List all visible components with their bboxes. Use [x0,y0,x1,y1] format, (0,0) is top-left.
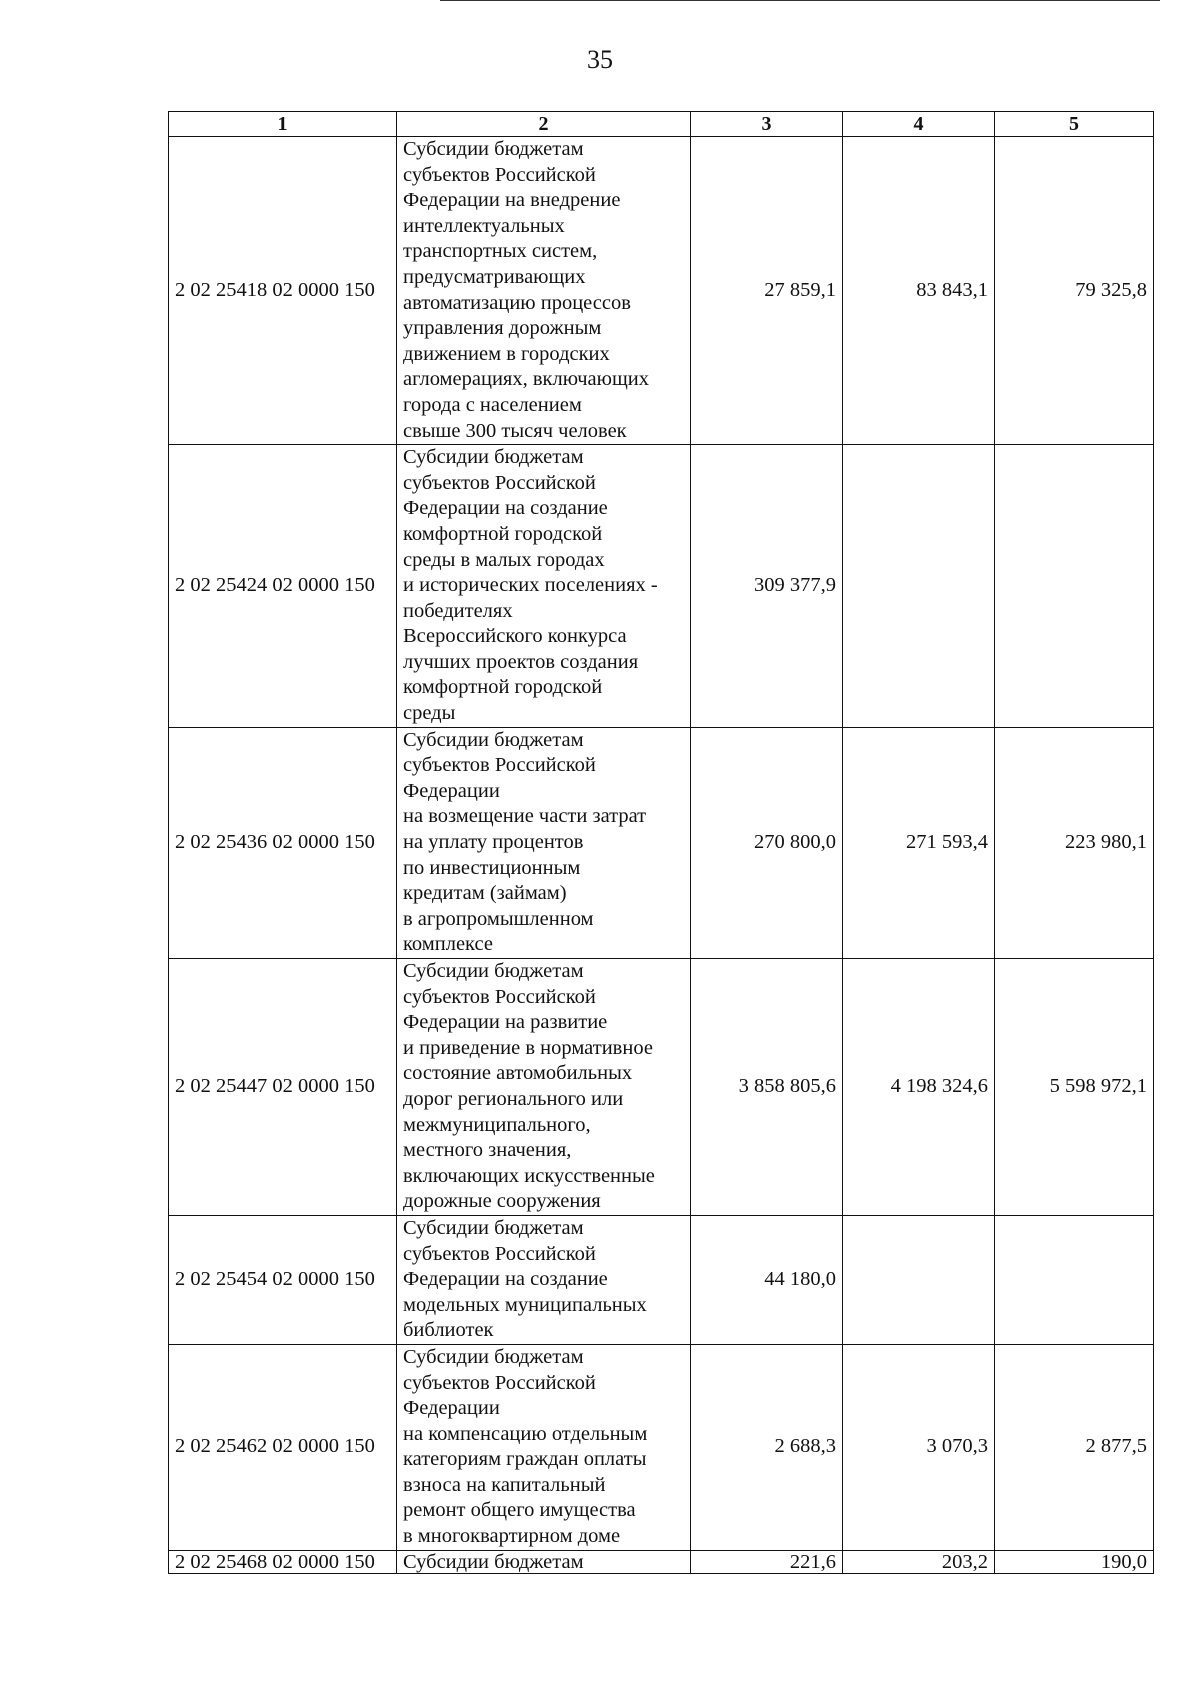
row-col4-value: 83 843,1 [843,137,995,445]
name-line: свыше 300 тысяч человек [403,419,627,442]
row-code: 2 02 25418 02 0000 150 [169,137,397,445]
row-col5-value: 5 598 972,1 [995,959,1154,1216]
name-line: предусматривающих [403,265,586,288]
name-line: Субсидии бюджетам [403,728,584,751]
row-col4-value [843,1215,995,1344]
row-col3-value: 44 180,0 [691,1215,843,1344]
row-col3-value: 221,6 [691,1550,843,1573]
table-row [169,1215,1154,1344]
table-row [169,727,1154,958]
name-line: транспортных систем, [403,240,598,263]
row-col3-value: 2 688,3 [691,1344,843,1550]
name-line: Федерации на создание [403,1268,608,1291]
name-line: агломерациях, включающих [403,368,649,391]
name-line: состояние автомобильных [403,1062,633,1085]
name-line: Всероссийского конкурса [403,625,627,648]
name-line: победителях [403,599,513,622]
row-col3-value: 309 377,9 [691,445,843,728]
row-col4-value [843,445,995,728]
row-col4-value: 4 198 324,6 [843,959,995,1216]
header-col-5: 5 [995,112,1154,137]
budget-table [168,111,1154,1574]
row-name [397,1215,691,1344]
row-name [397,959,691,1216]
row-col4-value: 271 593,4 [843,727,995,958]
row-col3-value: 3 858 805,6 [691,959,843,1216]
table-row [169,1550,1154,1573]
name-line: субъектов Российской [403,754,596,777]
row-name [397,1344,691,1550]
name-line: включающих искусственные [403,1164,655,1187]
row-code: 2 02 25447 02 0000 150 [169,959,397,1216]
header-col-4: 4 [843,112,995,137]
row-col5-value: 79 325,8 [995,137,1154,445]
name-line: ремонт общего имущества [403,1499,636,1522]
name-line: взноса на капитальный [403,1473,606,1496]
row-col5-value: 223 980,1 [995,727,1154,958]
name-line: Федерации на развитие [403,1011,608,1034]
name-line: категориям граждан оплаты [403,1448,647,1471]
name-line: Субсидии бюджетам [403,1216,584,1239]
name-line: города с населением [403,393,582,416]
name-line: Субсидии бюджетам [403,446,584,469]
name-line: Федерации [403,779,500,802]
table-row [169,959,1154,1216]
name-line: библиотек [403,1319,494,1342]
table-row [169,1344,1154,1550]
table-row [169,137,1154,445]
name-line: комплексе [403,933,493,956]
name-line: управления дорожным [403,317,602,340]
row-col4-value: 3 070,3 [843,1344,995,1550]
name-line: среды [403,702,456,725]
row-code: 2 02 25454 02 0000 150 [169,1215,397,1344]
name-line: Субсидии бюджетам [403,1345,584,1368]
name-line: субъектов Российской [403,985,596,1008]
row-col3-value: 27 859,1 [691,137,843,445]
row-name [397,727,691,958]
row-code: 2 02 25436 02 0000 150 [169,727,397,958]
row-col5-value [995,1215,1154,1344]
name-line: среды в малых городах [403,548,605,571]
name-line: интеллектуальных [403,214,565,237]
table-row [169,445,1154,728]
name-line: в многоквартирном доме [403,1525,621,1548]
name-line: дорожные сооружения [403,1190,601,1213]
name-line: автоматизацию процессов [403,291,631,314]
name-line: Федерации на внедрение [403,189,621,212]
row-name [397,1550,691,1573]
name-line: и приведение в нормативное [403,1036,653,1059]
row-col5-value: 2 877,5 [995,1344,1154,1550]
name-line: по инвестиционным [403,856,581,879]
name-line: и исторических поселениях - [403,574,658,597]
name-line: лучших проектов создания [403,650,639,673]
row-code: 2 02 25462 02 0000 150 [169,1344,397,1550]
name-line: Федерации [403,1397,500,1420]
row-code: 2 02 25468 02 0000 150 [169,1550,397,1573]
name-line: Субсидии бюджетам [403,1550,584,1573]
table-header-row [169,112,1154,137]
name-line: комфортной городской [403,676,603,699]
header-col-3: 3 [691,112,843,137]
row-name [397,137,691,445]
header-col-1: 1 [169,112,397,137]
row-name [397,445,691,728]
name-line: субъектов Российской [403,163,596,186]
row-col3-value: 270 800,0 [691,727,843,958]
name-line: субъектов Российской [403,1371,596,1394]
name-line: Федерации на создание [403,497,608,520]
name-line: субъектов Российской [403,1242,596,1265]
name-line: движением в городских [403,342,610,365]
row-col5-value: 190,0 [995,1550,1154,1573]
name-line: межмуниципального, [403,1113,591,1136]
name-line: комфортной городской [403,522,603,545]
name-line: на уплату процентов [403,831,584,854]
name-line: в агропромышленном [403,907,594,930]
name-line: Субсидии бюджетам [403,138,584,160]
header-col-2: 2 [397,112,691,137]
name-line: кредитам (займам) [403,882,567,905]
name-line: на возмещение части затрат [403,805,647,828]
row-code: 2 02 25424 02 0000 150 [169,445,397,728]
name-line: на компенсацию отдельным [403,1422,648,1445]
row-col4-value: 203,2 [843,1550,995,1573]
page-number: 35 [587,45,613,74]
name-line: модельных муниципальных [403,1293,647,1316]
name-line: субъектов Российской [403,471,596,494]
name-line: местного значения, [403,1139,572,1162]
name-line: Субсидии бюджетам [403,960,584,982]
top-rule [440,0,1160,1]
row-col5-value [995,445,1154,728]
name-line: дорог регионального или [403,1087,624,1110]
